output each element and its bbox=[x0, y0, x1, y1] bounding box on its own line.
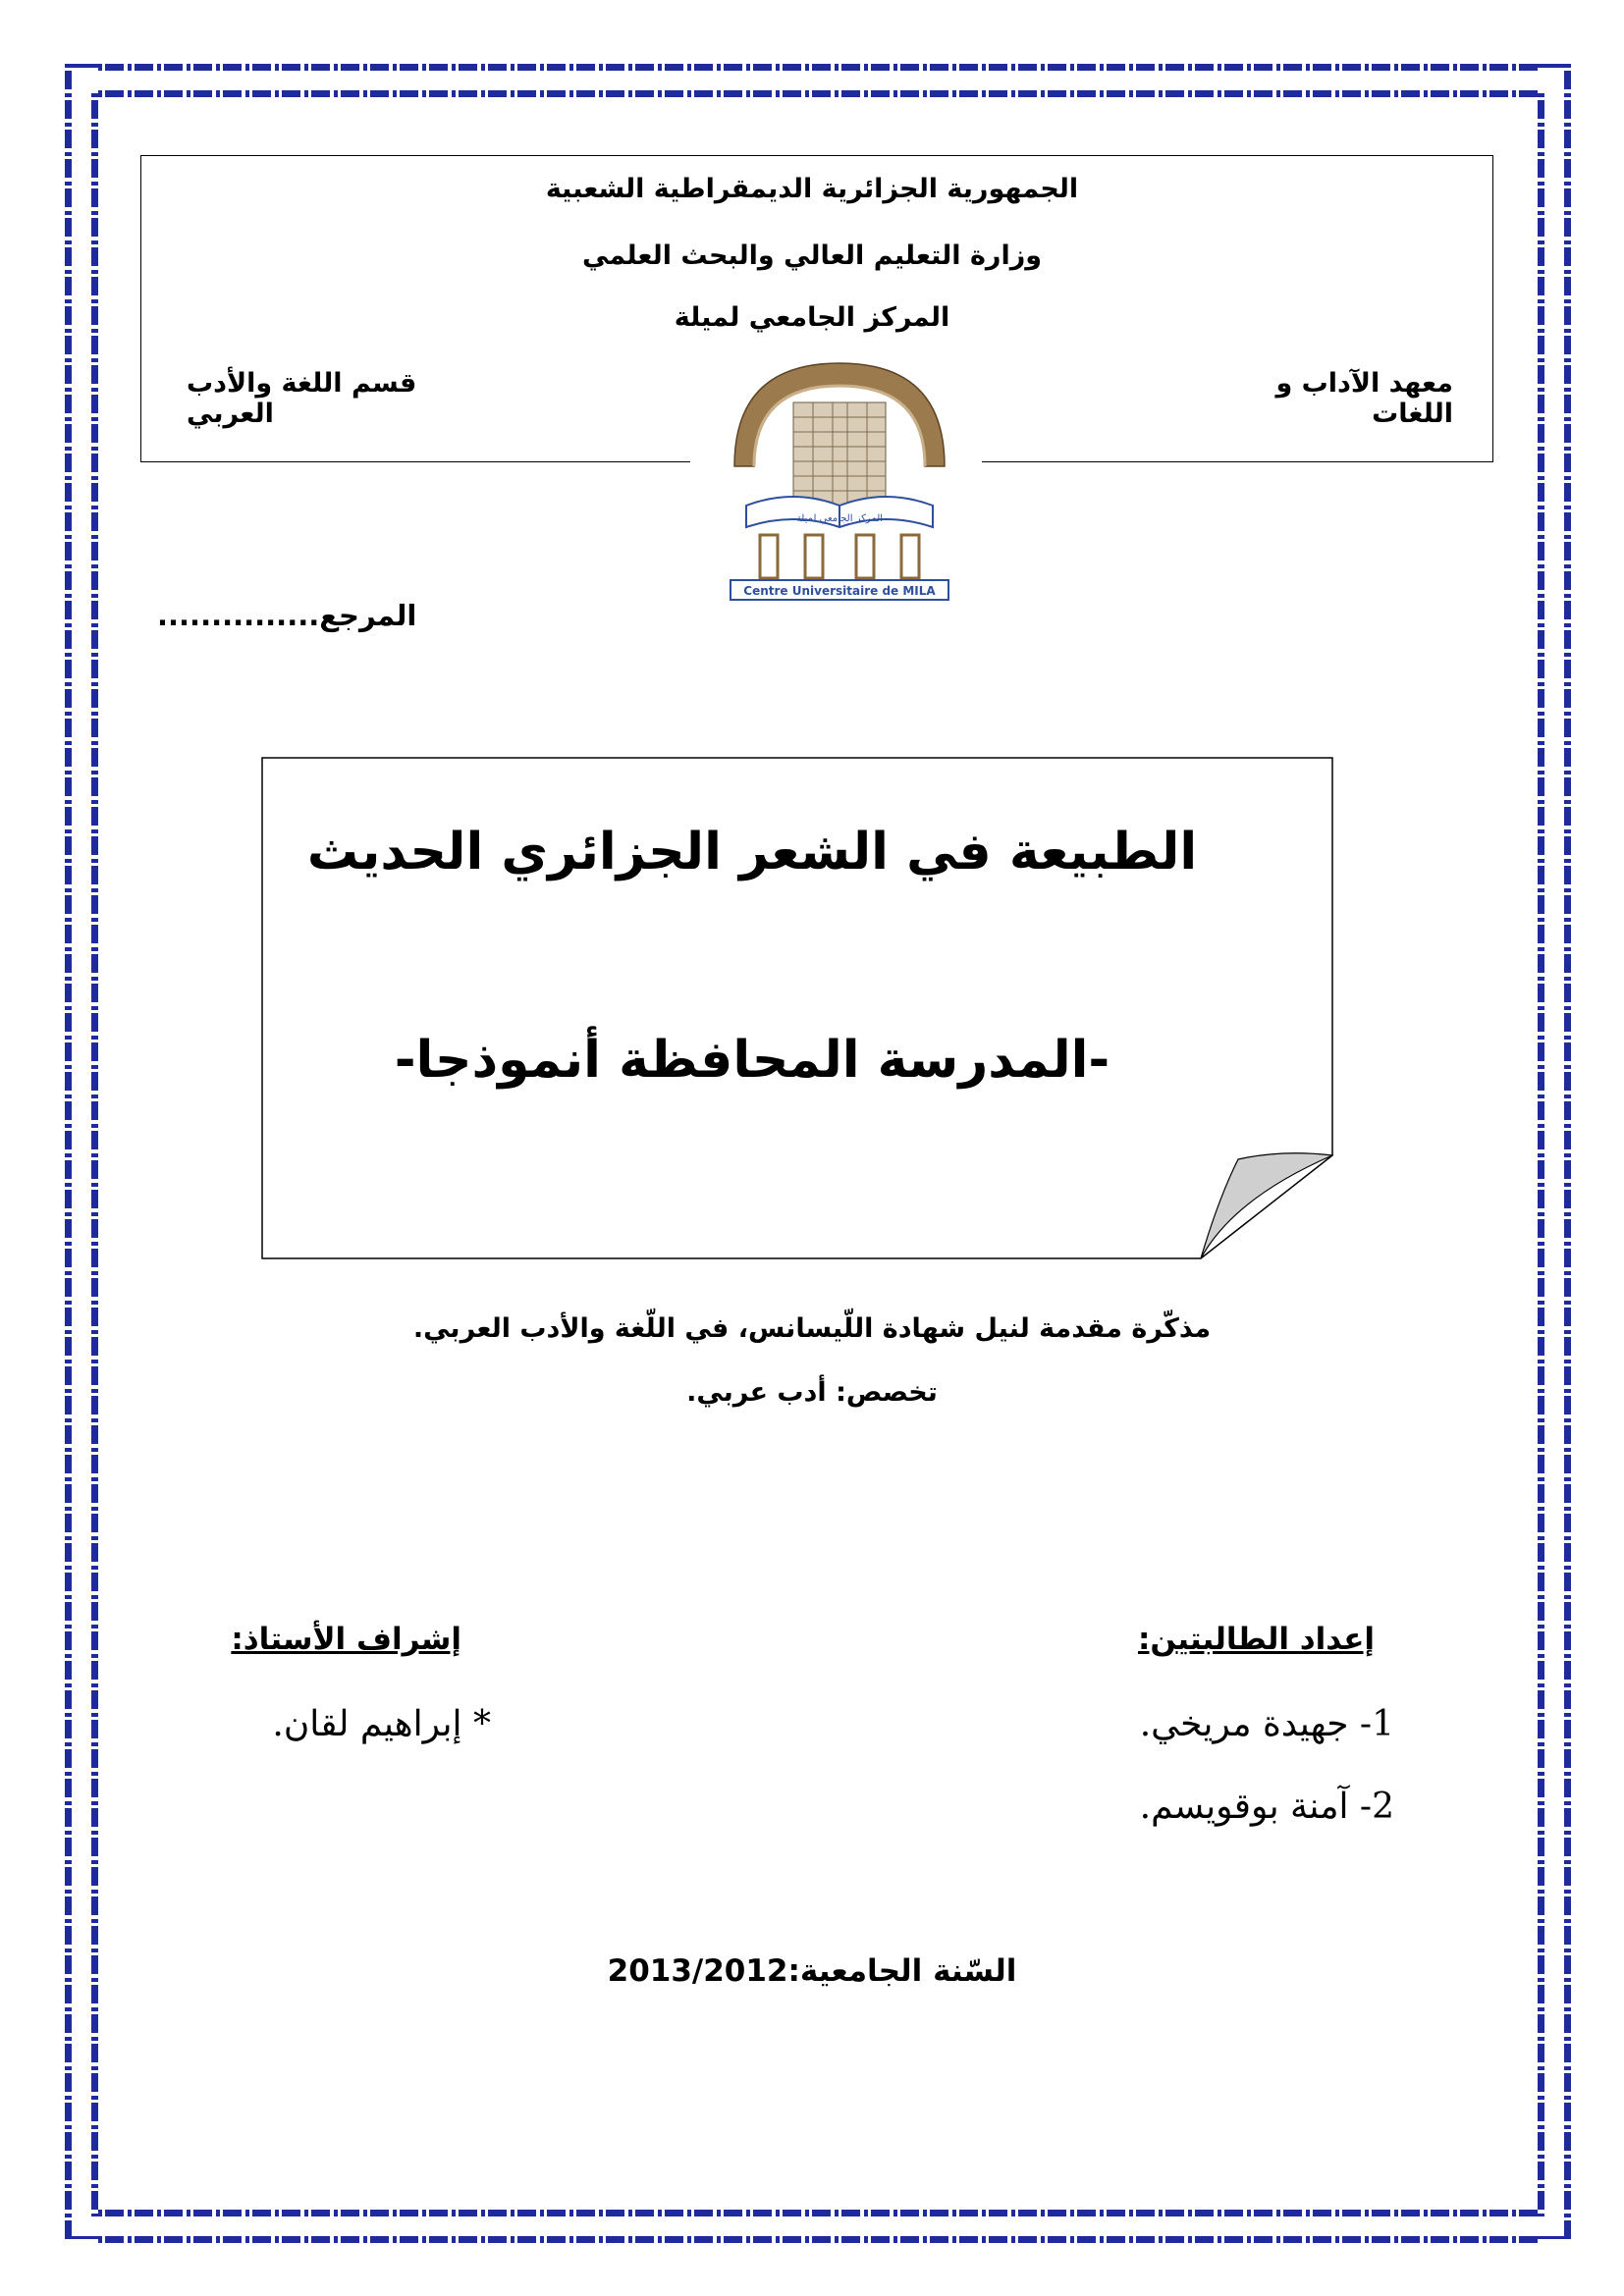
department-name: قسم اللغة والأدب العربي bbox=[187, 368, 417, 429]
university-logo bbox=[725, 358, 954, 604]
academic-year: السّنة الجامعية:2013/2012 bbox=[607, 1953, 1017, 1989]
header-box-bottom-right bbox=[982, 461, 1492, 462]
header-republic: الجمهورية الجزائرية الديمقراطية الشعبية bbox=[545, 174, 1079, 204]
student-item: 2- آمنة بوقويسم. bbox=[1139, 1787, 1394, 1827]
header-ministry: وزارة التعليم العالي والبحث العلمي bbox=[581, 240, 1043, 271]
memo-specialty: تخصص: أدب عربي. bbox=[686, 1377, 938, 1408]
memo-purpose: مذكّرة مقدمة لنيل شهادة اللّيسانس، في اللّغة والأدب العربي. bbox=[412, 1313, 1212, 1344]
thesis-title: الطبيعة في الشعر الجزائري الحديث bbox=[306, 823, 1198, 881]
students-heading: إعداد الطالبتين: bbox=[1137, 1622, 1375, 1657]
student-item: 1- جهيدة مريخي. bbox=[1139, 1704, 1394, 1744]
supervisor-heading: إشراف الأستاذ: bbox=[231, 1622, 461, 1657]
logo-book-text: المركز الجامعي لميلة bbox=[795, 513, 884, 524]
institute-name: معهد الآداب و اللغات bbox=[1275, 368, 1453, 429]
reference-label: المرجع............... bbox=[157, 599, 417, 632]
logo-caption: Centre Universitaire de MILA bbox=[743, 584, 936, 598]
header-university-center: المركز الجامعي لميلة bbox=[674, 302, 950, 333]
header-box-bottom-left bbox=[140, 461, 690, 462]
supervisor-name: * إبراهيم لقان. bbox=[272, 1704, 491, 1744]
thesis-subtitle: -المدرسة المحافظة أنموذجا- bbox=[394, 1031, 1110, 1090]
